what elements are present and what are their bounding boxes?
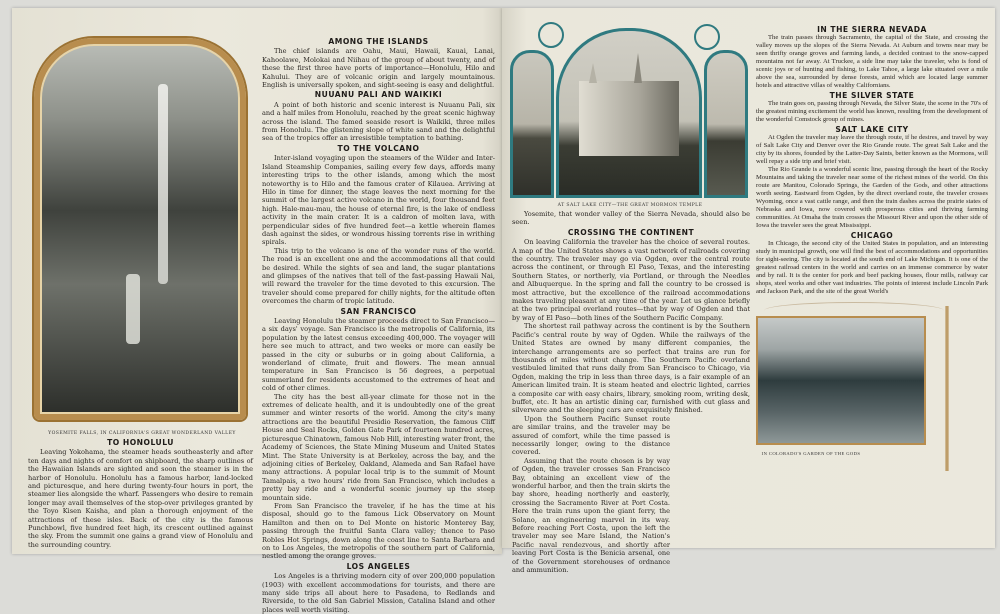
section-heading: IN THE SIERRA NEVADA bbox=[817, 25, 927, 34]
section-heading: LOS ANGELES bbox=[346, 561, 411, 571]
temple-caption: AT SALT LAKE CITY—THE GREAT MORMON TEMPLE bbox=[557, 203, 703, 208]
temple-side-photo-left bbox=[510, 50, 554, 198]
paragraph: In Chicago, the second city of the United States in population, and an interesting study in municipal growth, one will find the best of accommodations and opportunities for sight-seeing. The city is located at the south end of Lake Michigan. It is one of the greatest railroad centers in the world and carries on an immense commerce by water and by rail. It is the center for pork and beef packing houses, flour mills, railway car shops, steel works and other vast industries. The points of interest include Lincoln Park and Jackson Park, and the site of the great World's bbox=[756, 240, 988, 295]
left-page bbox=[12, 8, 502, 614]
section-heading: TO THE VOLCANO bbox=[337, 143, 420, 153]
temple-photo bbox=[556, 28, 702, 198]
yosemite-falls-photo bbox=[34, 38, 246, 420]
right-text-column bbox=[756, 24, 988, 477]
right-page bbox=[502, 8, 995, 575]
section-heading: CHICAGO bbox=[850, 231, 894, 240]
paragraph: The Rio Grande is a wonderful scenic line, passing through the heart of the Rocky Mountains and taking the traveler near some of the richest mines of the world. On this route are Manitou, Colorado Springs, the Garden of the Gods, and other attractions worth seeing. Eastward from Ogden, by the direct overland route, the traveler crosses Wyoming, once a vast cattle range, and then the train dashes across the prairie states of Nebraska and Iowa, now covered with prosperous cities and thriving farming communities. At Omaha the train crosses the Missouri River and upon the other side of Iowa the traveler sees the great Mississippi. bbox=[756, 166, 988, 229]
garden-figure bbox=[756, 302, 988, 477]
pine-tree-sketch bbox=[936, 306, 958, 471]
paragraph: Assuming that the route chosen is by way of Ogden, the traveler crosses San Francisco Bay, obtaining an excellent view of the wonderful harbor, and then the train skirts the bay shore, heading northerly and easterly, crossing the Sacramento River at Port Costa. Here the train runs upon the giant ferry, the Solano, an engineering marvel in its way. Before reaching Port Costa, upon the left the traveler may see Mare Island, the Nation's Pacific naval rendezvous, and shortly after leaving Port Costa is the Benicia arsenal, one of the Government storehouses of ordnance and ammunition. bbox=[512, 456, 670, 575]
monogram-ornament-left-icon bbox=[538, 22, 564, 48]
to-honolulu-section bbox=[28, 437, 253, 549]
paragraph: Upon the Southern Pacific Sunset route are similar trains, and the traveler may be assured of comfort, while the time passed is necessarily longer, owing to the distance covered. bbox=[512, 414, 670, 457]
paragraph: The city has the best all-year climate for those not in the extremes of delicate health, and it is undoubtedly one of the great summer and winter resorts of the world. Among the city's many attractions are the beautiful Presidio Reservation, the famous Cliff House and Seal Rocks, Golden Gate Park of fourteen hundred acres, picturesque Chinatown, famous Nob Hill, interesting water front, the Academy of Sciences, the State Mining Museum and United States Mint. The State University is at Berkeley, across the bay, and the adjoining cities of Berkeley, Oakland, Alameda and San Rafael have many attractions. A popular local trip is to the summit of Mount Tamalpais, a two hours' ride from San Francisco, which includes a pretty bay ride and a wonderful scenic journey up the steep mountain side. bbox=[262, 392, 495, 502]
section-heading: SALT LAKE CITY bbox=[835, 125, 909, 134]
garden-of-gods-photo bbox=[756, 316, 926, 445]
right-sections bbox=[756, 26, 988, 296]
section-heading: TO HONOLULU bbox=[107, 438, 174, 447]
paragraph: The chief islands are Oahu, Maui, Hawaii, Kauai, Lanai, Kahoolawe, Molokai and Niihau of the group of about twenty, and of these the first three have ports of importance—Honolulu, Hilo and Kahului. They are of volcanic origin and largely mountainous. English is universally spoken, and sight-seeing is easy and delightful. bbox=[262, 47, 495, 90]
paragraph: From San Francisco the traveler, if he has the time at his disposal, should go to the famous Lick Observatory on Mount Hamilton and then on to Del Monte on historic Monterey Bay, passing through the fruitful Santa Clara valley; thence to Paso Robles Hot Springs, down along the coast line to Santa Barbara and on to Los Angeles, the metropolis of the southern part of California, nestled among the orange groves. bbox=[262, 501, 495, 561]
yosemite-caption: YOSEMITE FALLS, IN CALIFORNIA'S GREAT WONDERLAND VALLEY bbox=[48, 431, 236, 436]
paragraph: Leaving Honolulu the steamer proceeds direct to San Francisco—a six days' voyage. San Francisco is the metropolis of California, its population by the latest census exceeding 400,000. The voyager will here see much to attract, and two weeks or more can easily be passed in the city or suburbs or in going about California, a wonderland of climate, fruit and flowers. The mean annual temperature in San Francisco is 56 degrees, a perpetual summerland for residents accustomed to the extremes of heat and cold of other climes. bbox=[262, 317, 495, 393]
section-heading: SAN FRANCISCO bbox=[340, 306, 417, 316]
paragraph: Inter-island voyaging upon the steamers of the Wilder and Inter-Island Steamship Companies, sailing every few days, affords many interesting trips to the other islands, among which the most noteworthy is to Hilo and the famous crater of Kilauea. Arriving at Hilo in time for dinner, the stage leaves the next morning for the summit of the largest active volcano in the world, four thousand feet high. Hale-mau-mau, the house of eternal fire, is the lake of endless activity in the main crater. It is a caldron of molten lava, with perpendicular sides of five hundred feet—a kettle wherein flames dash against the sides, or wondrous hissing torrents rise in writhing spirals. bbox=[262, 154, 495, 247]
section-heading: AMONG THE ISLANDS bbox=[328, 37, 429, 46]
paragraph: This trip to the volcano is one of the wonder runs of the world. The road is an excellent one and the accommodations all that could be desired. While the sights of sea and land, the sugar plantations and glimpses of the natives that tell of the fast-passing Hawaii Nai, will reward the traveler for the time devoted to this excursion. The traveler should come prepared for chilly nights, for the altitude often overcomes the charm of tropic latitude. bbox=[262, 246, 495, 306]
paragraph: The train passes through Sacramento, the capital of the State, and crossing the valley moves up the slopes of the Sierra Nevada. At Auburn and towns near may be seen thrifty orange groves and farming lands, a decided contrast to the snow-capped mountains not far away. At Truckee, a side line may take the traveler, who is fond of scenic joys or of hunting and fishing, to Lake Tahoe, a large lake situated over a mile above the sea, surrounded by dense forests, amid which are located large summer hotels and attractive villas of wealthy Californians. bbox=[756, 34, 988, 89]
crossing-continent-column bbox=[512, 210, 750, 574]
paragraph: The shortest rail pathway across the continent is by the Southern Pacific's central route by way of Ogden. While the railways of the United States are owned by many different companies, the interchange arrangements are so perfect that trains are run for thousands of miles without change. The Southern Pacific overland vestibuled limited that runs daily from San Francisco to Chicago, via Ogden, making the trip in less than three days, is a fair example of an American limited train. It is steam heated and electric lighted, carries a composite car with easy chairs, library, smoking room, writing desk, buffet, etc. It has an artistic dining car, furnished with cut glass and silverware and the sleeping cars are exquisitely finished. bbox=[512, 322, 750, 415]
paragraph: Los Angeles is a thriving modern city of over 200,000 population (1903) with excellent accommodations for tourists, and there are many side trips all about here to Pasadena, to Redlands and Riverside, to the old San Gabriel Mission, Catalina Island and other places well worth visiting. bbox=[262, 572, 495, 614]
paragraph: At Ogden the traveler may leave the through route, if he desires, and travel by way of Salt Lake City and Denver over the Rio Grande route. The great Salt Lake and the city by its shores, founded by the Latter-Day Saints, better known as the Mormons, will well repay a side trip and brief visit. bbox=[756, 134, 988, 165]
paragraph: Leaving Yokohama, the steamer heads southeasterly and after ten days and nights of comfort on shipboard, the sharp outlines of the Hawaiian Islands are sighted and soon the steamer is in the harbor of Honolulu. Honolulu has a famous harbor, land-locked and picturesque, and here during twenty-four hours in port, the steamer lies alongside the wharf. Passengers who desire to remain longer may avail themselves of the stop-over privileges granted by the Toyo Kisen Kaisha, and plan a thorough enjoyment of the attractions of these isles. Back of the city is the famous Punchbowl, five hundred feet high, its crescent outlined against the sky. From the summit one gains a grand view of Honolulu and the surrounding country. bbox=[28, 448, 253, 549]
paragraph: On leaving California the traveler has the choice of several routes. A map of the United States shows a vast network of railroads covering the country. The traveler may go via Ogden, over the central route across the continent, or through El Paso, Texas, and the interesting Southern States, or northerly, via Portland, or through the Needles and Albuquerque. In the spring and fall the country to be crossed is most attractive, but the excellence of the railroad accommodations makes traveling pleasant at any time of the year. Let us glance briefly at the two principal overland routes—that by way of Ogden and that by way of El Paso—both lines of the Southern Pacific Company. bbox=[512, 238, 750, 322]
paragraph: The train goes on, passing through Nevada, the Silver State, the scene in the 70's of the greatest mining excitement the world has known, resulting from the development of the wonderful Comstock group of mines. bbox=[756, 100, 988, 123]
left-text-column bbox=[262, 36, 495, 614]
intro-paragraph: Yosemite, that wonder valley of the Sierra Nevada, should also be seen. bbox=[512, 210, 750, 227]
garden-caption: IN COLORADO'S GARDEN OF THE GODS bbox=[761, 451, 861, 456]
temple-side-photo-right bbox=[704, 50, 748, 198]
temple-photo-triptych bbox=[510, 20, 746, 198]
section-heading: NUUANU PALI AND WAIKIKI bbox=[314, 90, 443, 100]
section-heading: CROSSING THE CONTINENT bbox=[567, 227, 695, 237]
section-heading: THE SILVER STATE bbox=[829, 91, 915, 100]
monogram-ornament-right-icon bbox=[694, 24, 720, 50]
paragraph: A point of both historic and scenic interest is Nuuanu Pali, six and a half miles from Honolulu, reached by the great scenic highway across the island. The famed seaside resort is Waikiki, three miles from Honolulu. The glistening slope of white sand and the delightful sea of the tropics offer an irresistible temptation to bathing. bbox=[262, 100, 495, 143]
